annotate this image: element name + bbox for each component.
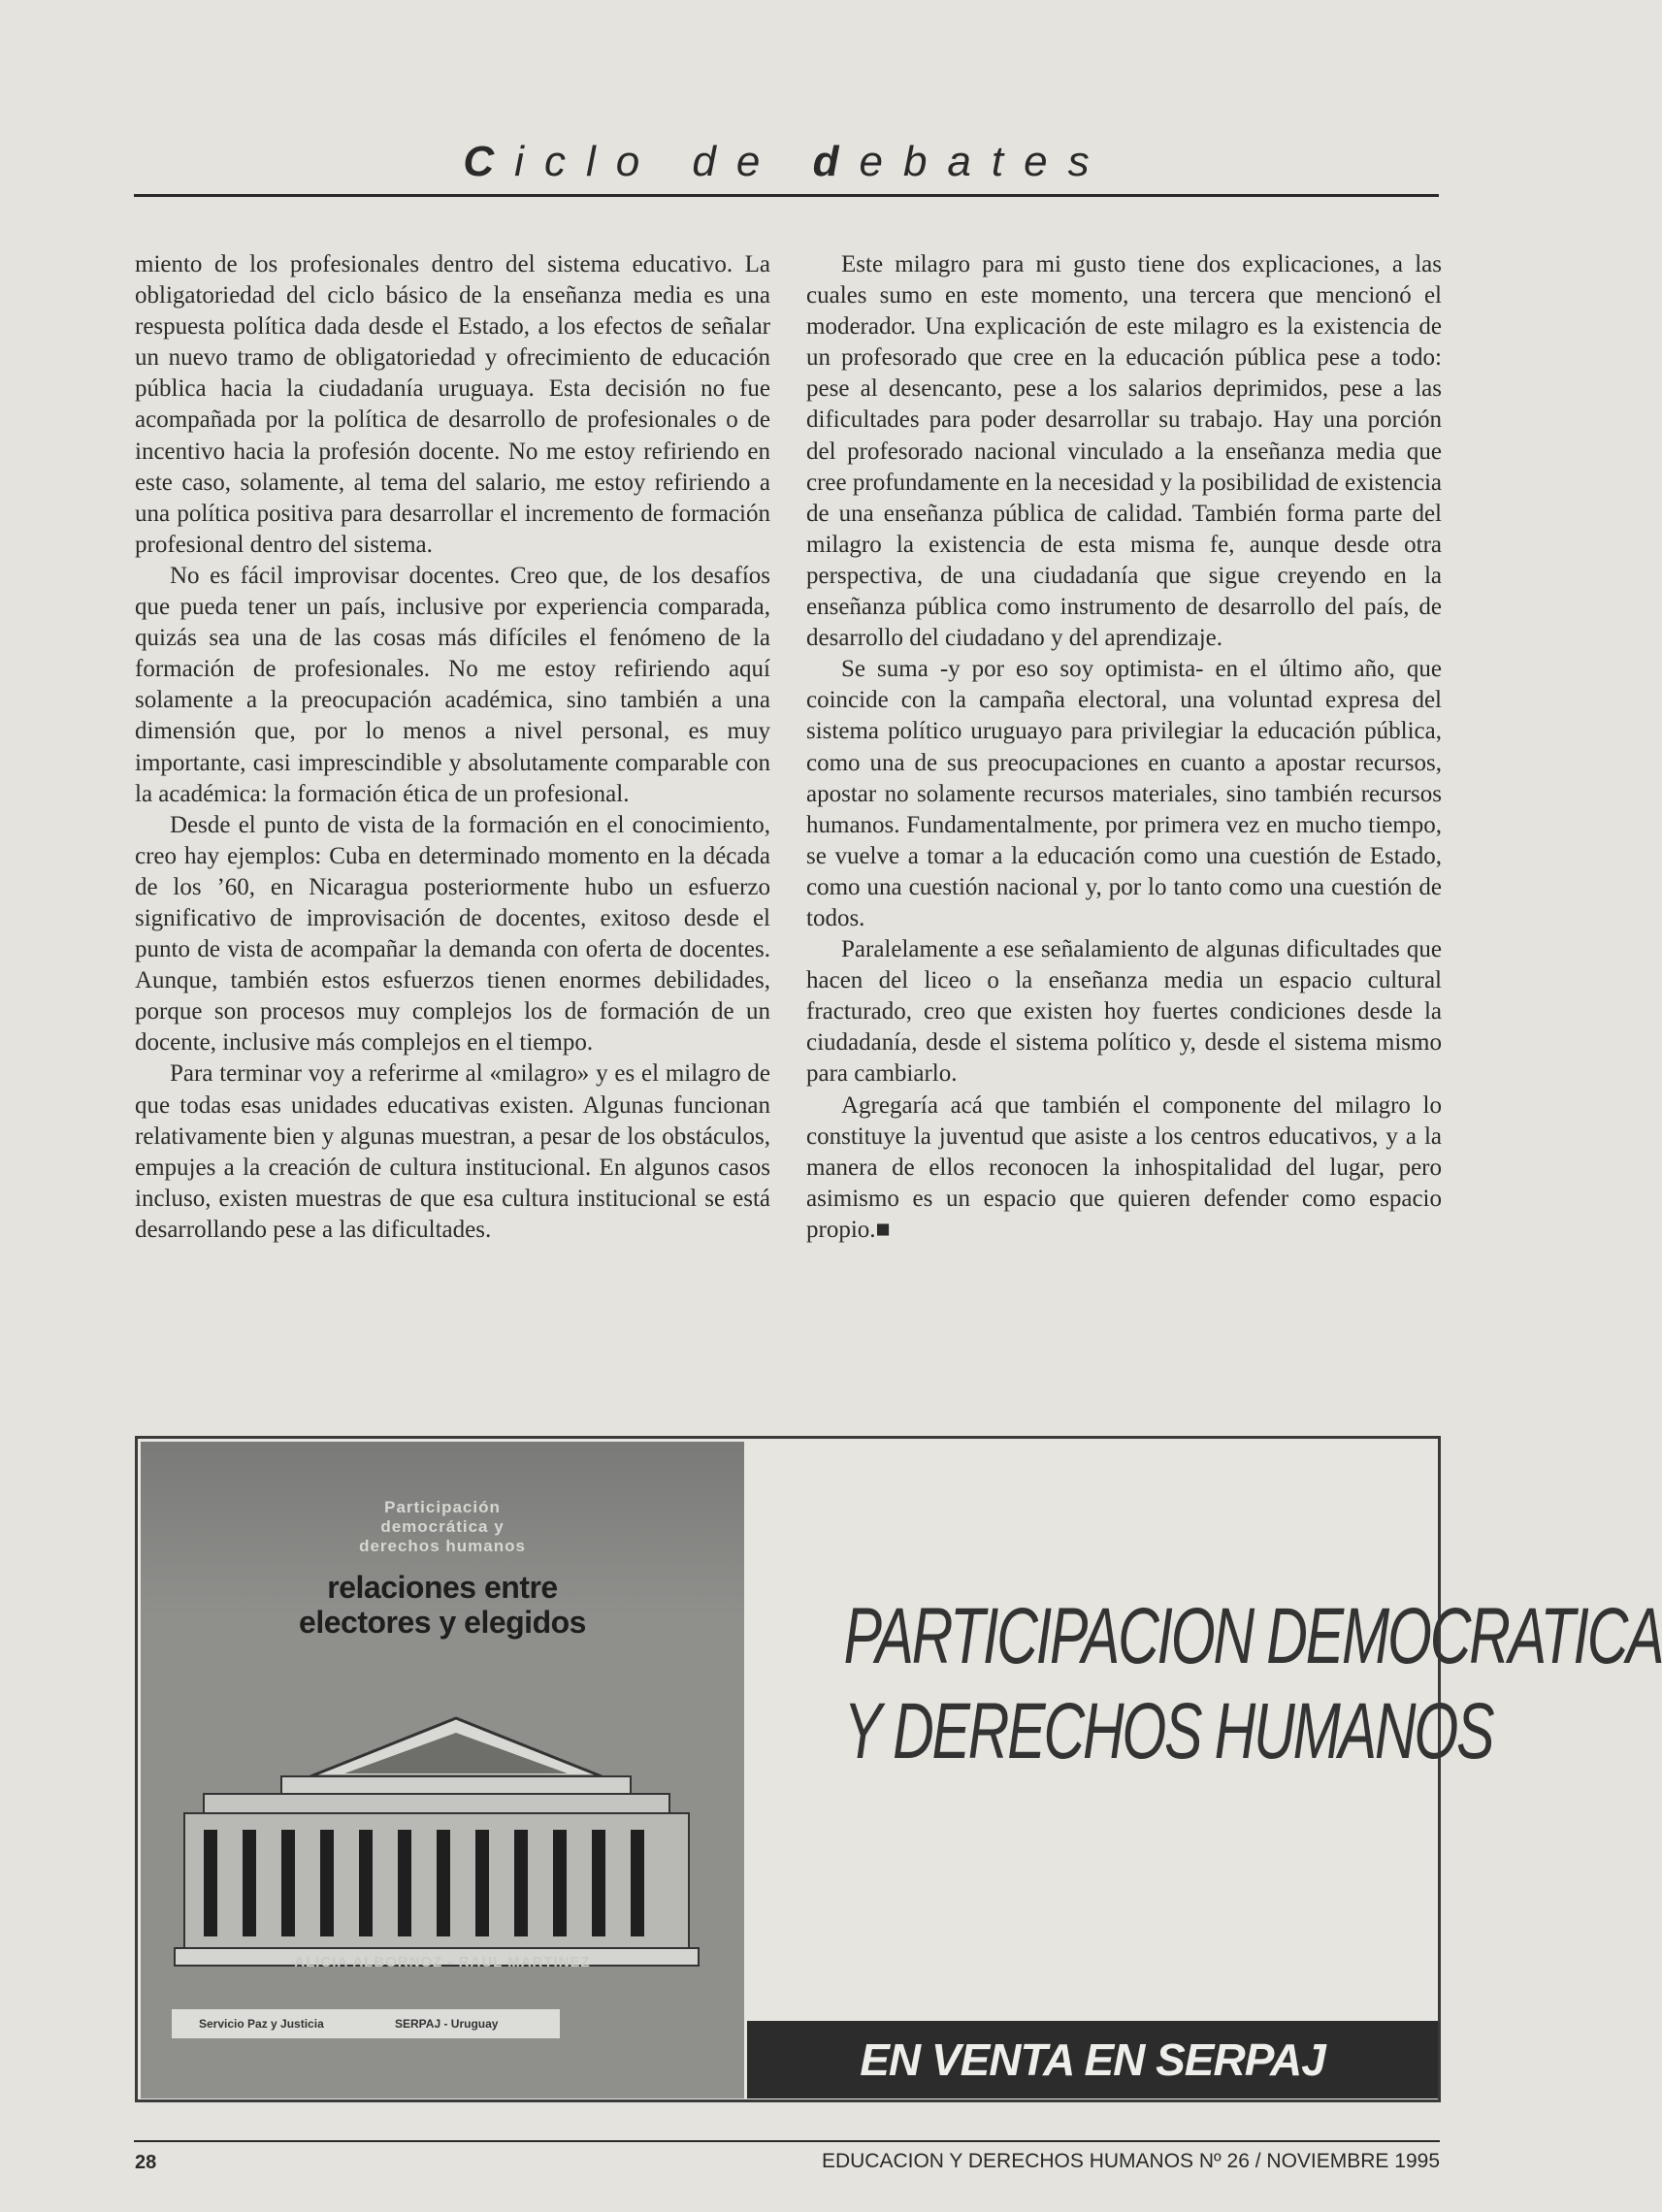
left-paragraph-3: Desde el punto de vista de la formación en el conocimiento, creo hay ejemplos: Cuba en determinado momento en la década de los ’60, en Nicaragua posteriormente hubo un esfuerzo significativo de improvisación de docentes, exitoso desde el punto de vista de acompañar la demanda con oferta de docentes. Aunque, también estos esfuerzos tienen enormes debilidades, porque son procesos muy complejos los de formación de un docente, inclusive más complejos en el tiempo.	[135, 811, 770, 1057]
book-series-line: Participación	[384, 1498, 501, 1516]
ad-headline-line: Y DERECHOS HUMANOS	[843, 1687, 1493, 1775]
header-rest: ebates	[859, 138, 1110, 185]
book-series-line: democrática y	[380, 1517, 505, 1536]
book-title	[141, 1570, 744, 1640]
book-title-line: relaciones entre	[327, 1570, 558, 1605]
book-cover-image	[141, 1442, 744, 2098]
section-header	[134, 138, 1439, 186]
footer-rule	[134, 2140, 1440, 2142]
right-paragraph-2: Se suma -y por eso soy optimista- en el último año, que coincide con la campaña electoral, una voluntad expresa del sistema político uruguayo para privilegiar la educación pública, como una de sus preocupaciones en cuanto a apostar recursos, apostar no solamente recursos materiales, sino también recursos humanos. Fundamentalmente, por primera vez en mucho tiempo, se vuelve a tomar a la educación como una cuestión de Estado, como una cuestión nacional y, por lo tanto como una cuestión de todos.	[806, 656, 1442, 931]
header-bold-letter: d	[812, 138, 860, 185]
left-paragraph-1: miento de los profesionales dentro del sistema educativo. La obligatoriedad del ciclo básico de la enseñanza media es una respuesta política dada desde el Estado, a los efectos de señalar un nuevo tramo de obligatoriedad y ofrecimiento de educación pública hacia la ciudadanía uruguaya. Esta decisión no fue acompañada por la política de desarrollo de profesionales o de incentivo hacia la profesión docente. No me estoy refiriendo en este caso, solamente, al tema del salario, me estoy refiriendo a una política positiva para desarrollar el incremento de formación profesional dentro del sistema.	[135, 251, 770, 558]
ad-headline	[843, 1589, 1662, 1779]
ad-banner-text: EN VENTA EN SERPAJ	[860, 2034, 1325, 2085]
book-series-title	[141, 1498, 744, 1556]
book-title-line: electores y elegidos	[299, 1605, 586, 1640]
page-number: 28	[135, 2152, 157, 2173]
right-paragraph-4: Agregaría acá que también el componente del milagro lo constituye la juventud que asiste a los centros educativos, y a la manera de ellos reconocen la inhospitalidad del lugar, pero asimismo es un espacio que quieren defender como espacio propio.■	[806, 1091, 1442, 1243]
publisher-org: SERPAJ - Uruguay	[395, 2017, 499, 2031]
parliament-building-illustration	[165, 1684, 708, 1975]
right-paragraph-1: Este milagro para mi gusto tiene dos explicaciones, a las cuales sumo en este momento, una tercera que mencionó el moderador. Una explicación de este milagro es la existencia de un profesorado que cree en la educación pública pese a todo: pese al desencanto, pese a los salarios deprimidos, pese a las dificultades para poder desarrollar su trabajo. Hay una porción del profesorado nacional vinculado a la enseñanza media que cree profundamente en la necesidad y la posibilidad de existencia de una enseñanza pública de calidad. También forma parte del milagro la existencia de esta misma fe, aunque desde otra perspectiva, de una ciudadanía que sigue creyendo en la enseñanza pública como instrumento de desarrollo del país, de desarrollo del ciudadano y del aprendizaje.	[806, 251, 1442, 652]
left-paragraph-2: No es fácil improvisar docentes. Creo que, de los desafíos que pueda tener un país, inclusive por experiencia comparada, quizás sea una de las cosas más difíciles el fenómeno de la formación de profesionales. No me estoy refiriendo aquí solamente a la preocupación académica, sino también a una dimensión que, por lo menos a nivel personal, es muy importante, casi imprescindible y absolutamente comparable con la académica: la formación ética de un profesional.	[135, 562, 770, 807]
header-mid: iclo de	[514, 138, 813, 185]
book-advertisement	[135, 1436, 1662, 2102]
ad-headline-line: PARTICIPACION DEMOCRATICA	[843, 1592, 1662, 1680]
book-authors: ALICIA ALBORNOZ - RAUL MARTINEZ	[294, 1954, 591, 1970]
header-initial: C	[463, 138, 515, 185]
left-column	[135, 249, 770, 1246]
book-series-line: derechos humanos	[359, 1537, 526, 1555]
book-publisher	[172, 2009, 560, 2038]
header-rule	[134, 194, 1439, 197]
ad-banner	[747, 2021, 1438, 2098]
footer-publication: EDUCACION Y DERECHOS HUMANOS Nº 26 / NOVIEMBRE 1995	[821, 2150, 1440, 2172]
left-paragraph-4: Para terminar voy a referirme al «milagro» y es el milagro de que todas esas unidades educativas existen. Algunas funcionan relativamente bien y algunas muestran, a pesar de los obstáculos, empujes a la creación de cultura institucional. En algunos casos incluso, existen muestras de que esa cultura institucional se está desarrollando pese a las dificultades.	[135, 1060, 770, 1243]
right-paragraph-3: Paralelamente a ese señalamiento de algunas dificultades que hacen del liceo o la enseñanza media un espacio cultural fracturado, creo que existen hoy fuertes condiciones desde la ciudadanía, desde el sistema político y, desde el sistema mismo para cambiarlo.	[806, 936, 1442, 1088]
publisher-name: Servicio Paz y Justicia	[199, 2017, 324, 2031]
right-column	[806, 249, 1442, 1246]
